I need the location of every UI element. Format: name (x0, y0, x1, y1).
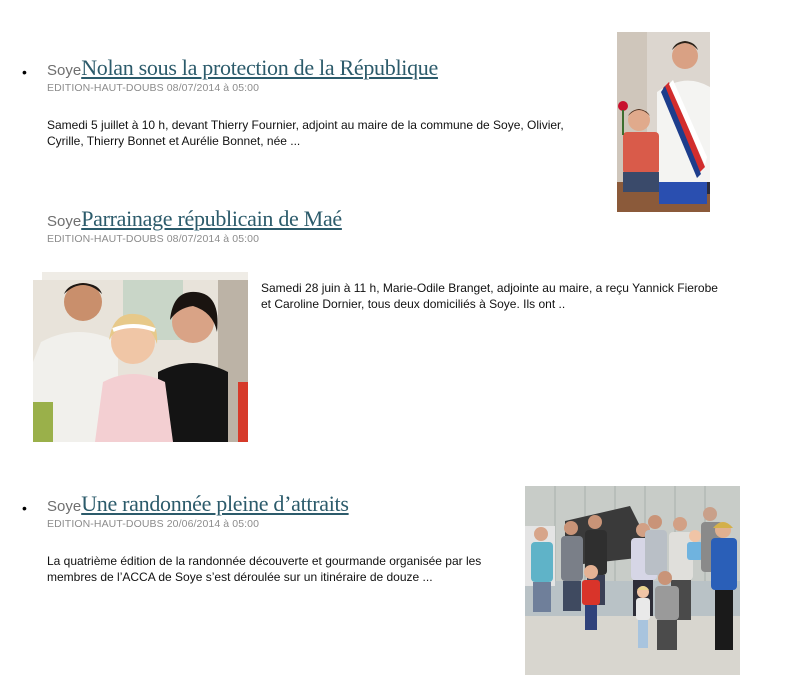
article-heading (47, 491, 349, 517)
article-excerpt: La quatrième édition de la randonnée découverte et gourmande organisée par les membres de l’ACCA de Soye s’est déroulée sur un itinéraire de douze ... (47, 554, 482, 584)
article-photo-mae[interactable] (33, 272, 248, 442)
photo-image (617, 32, 710, 212)
list-bullet: • (22, 64, 27, 80)
article-excerpt: Samedi 28 juin à 11 h, Marie-Odile Branget, adjointe au maire, a reçu Yannick Fierobe et Caroline Dornier, tous deux domiciliés à Soye. Ils ont .. (261, 281, 718, 311)
article-kicker: Soye (47, 213, 82, 230)
article-photo-randonnee[interactable] (525, 486, 740, 675)
article-heading (47, 206, 342, 232)
article-title-link[interactable]: Nolan sous la protection de la République (81, 55, 438, 80)
article-meta: EDITION-HAUT-DOUBS 08/07/2014 à 05:00 (47, 82, 260, 94)
article-kicker: Soye (47, 498, 82, 515)
article-title-link[interactable]: Parrainage républicain de Maé (81, 206, 342, 231)
article-heading (47, 55, 438, 81)
article-photo-nolan[interactable] (617, 32, 710, 212)
article-meta: EDITION-HAUT-DOUBS 20/06/2014 à 05:00 (47, 518, 260, 530)
article-excerpt: Samedi 5 juillet à 10 h, devant Thierry Fournier, adjoint au maire de la commune de Soye, Olivier, Cyrille, Thierry Bonnet et Aurélie Bonnet, née ... (47, 118, 564, 148)
article-title-link[interactable]: Une randonnée pleine d’attraits (81, 491, 349, 516)
list-bullet: • (22, 500, 27, 516)
photo-image (33, 272, 248, 442)
article-meta: EDITION-HAUT-DOUBS 08/07/2014 à 05:00 (47, 233, 260, 245)
article-kicker: Soye (47, 62, 82, 79)
photo-image (525, 486, 740, 675)
